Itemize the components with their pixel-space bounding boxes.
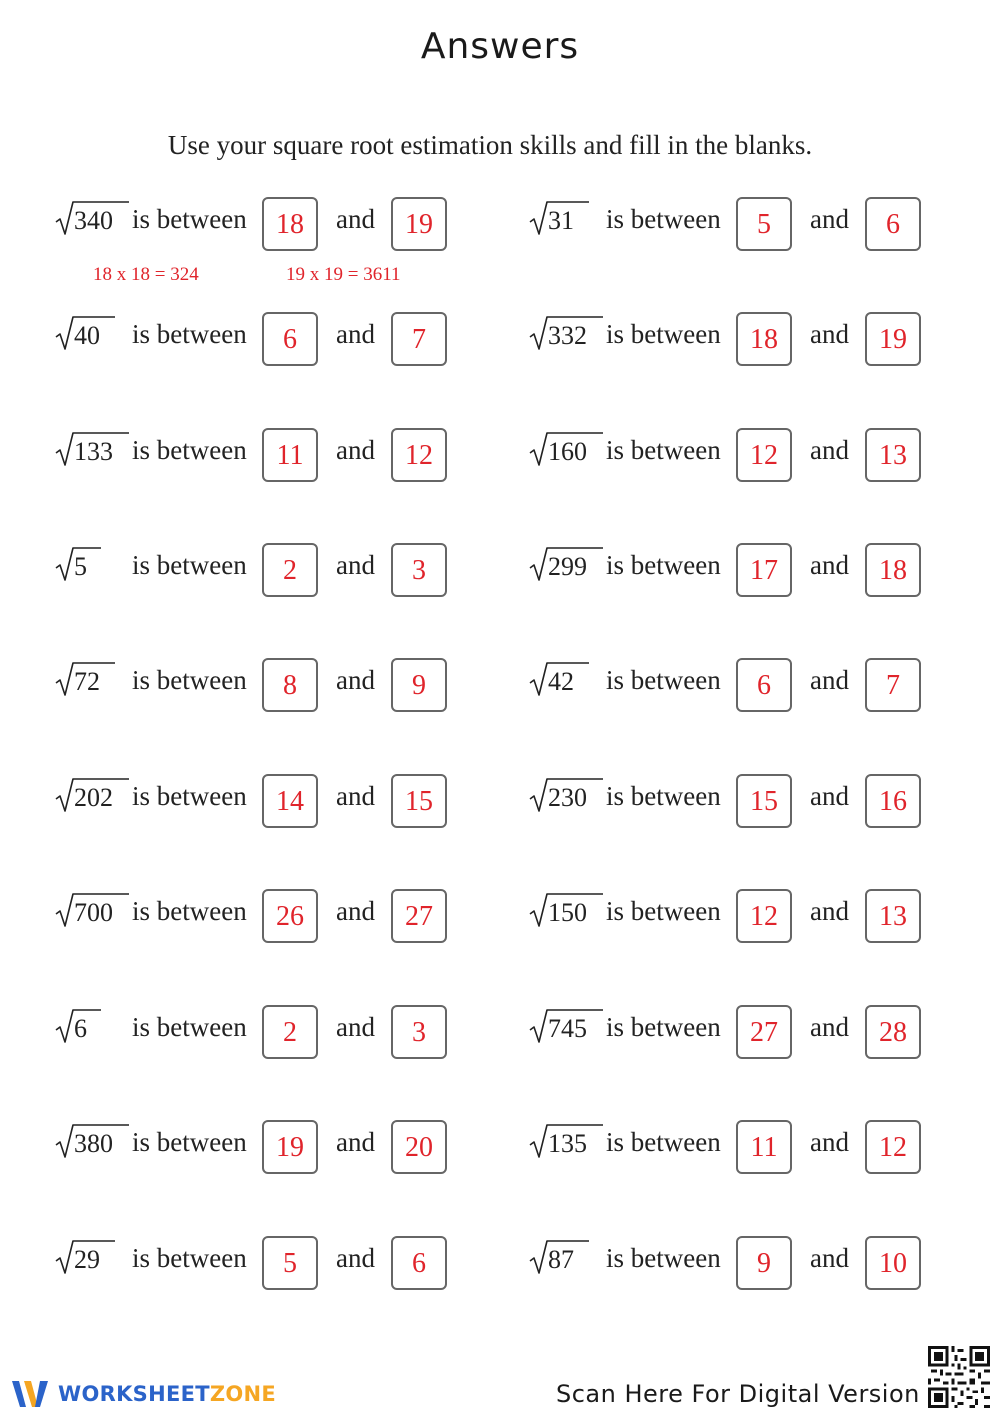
upper-bound-box[interactable]: [865, 543, 921, 597]
and-label: and: [810, 1012, 849, 1042]
upper-bound-box[interactable]: [865, 658, 921, 712]
upper-bound-box[interactable]: [865, 774, 921, 828]
upper-bound-box[interactable]: [391, 1236, 447, 1290]
between-label: is between: [132, 204, 247, 234]
problem-row: [54, 312, 494, 372]
and-label: and: [336, 665, 375, 695]
problem-row: [54, 774, 494, 834]
between-label: is between: [132, 319, 247, 349]
square-root: [528, 1008, 598, 1048]
problem-row: [528, 197, 968, 257]
upper-bound-answer: 12: [405, 440, 433, 471]
and-label: and: [810, 896, 849, 926]
upper-bound-box[interactable]: [865, 197, 921, 251]
page-title: Answers: [420, 26, 580, 67]
problem-row: [54, 1236, 494, 1296]
upper-bound-answer: 3: [412, 1017, 426, 1048]
and-label: and: [810, 204, 849, 234]
lower-bound-box[interactable]: [736, 774, 792, 828]
lower-bound-answer: 26: [276, 901, 304, 932]
lower-bound-answer: 12: [750, 440, 778, 471]
between-label: is between: [606, 1127, 721, 1157]
qr-code-icon[interactable]: [928, 1346, 990, 1408]
upper-bound-answer: 15: [405, 786, 433, 817]
problem-row: [528, 1236, 968, 1296]
upper-bound-answer: 28: [879, 1017, 907, 1048]
lower-bound-box[interactable]: [262, 1120, 318, 1174]
between-label: is between: [606, 665, 721, 695]
square-root: [54, 892, 124, 932]
square-root: [528, 777, 598, 817]
lower-bound-box[interactable]: [262, 1236, 318, 1290]
upper-bound-answer: 6: [412, 1248, 426, 1279]
upper-bound-box[interactable]: [865, 1005, 921, 1059]
lower-bound-answer: 19: [276, 1132, 304, 1163]
square-root: [54, 777, 124, 817]
square-root: [528, 1239, 598, 1279]
problem-row: [528, 658, 968, 718]
upper-bound-answer: 7: [412, 324, 426, 355]
and-label: and: [810, 550, 849, 580]
lower-bound-box[interactable]: [736, 1236, 792, 1290]
and-label: and: [336, 1127, 375, 1157]
lower-bound-box[interactable]: [262, 889, 318, 943]
between-label: is between: [606, 1243, 721, 1273]
problem-row: [54, 1120, 494, 1180]
lower-bound-box[interactable]: [262, 197, 318, 251]
radicand: 6: [74, 1014, 87, 1043]
upper-bound-answer: 18: [879, 555, 907, 586]
upper-bound-box[interactable]: [865, 1120, 921, 1174]
upper-bound-box[interactable]: [865, 428, 921, 482]
lower-bound-box[interactable]: [262, 543, 318, 597]
between-label: is between: [132, 1012, 247, 1042]
upper-bound-answer: 13: [879, 440, 907, 471]
and-label: and: [810, 319, 849, 349]
lower-bound-answer: 8: [283, 670, 297, 701]
and-label: and: [810, 1127, 849, 1157]
between-label: is between: [606, 435, 721, 465]
lower-bound-answer: 6: [283, 324, 297, 355]
upper-bound-box[interactable]: [865, 1236, 921, 1290]
lower-bound-answer: 14: [276, 786, 304, 817]
and-label: and: [336, 550, 375, 580]
and-label: and: [336, 204, 375, 234]
and-label: and: [336, 435, 375, 465]
upper-bound-box[interactable]: [391, 1005, 447, 1059]
lower-bound-box[interactable]: [262, 312, 318, 366]
radicand: 5: [74, 552, 87, 581]
upper-bound-box[interactable]: [865, 312, 921, 366]
upper-bound-answer: 3: [412, 555, 426, 586]
radicand: 31: [548, 206, 574, 235]
lower-bound-answer: 11: [750, 1132, 778, 1163]
upper-bound-box[interactable]: [391, 889, 447, 943]
lower-bound-box[interactable]: [736, 428, 792, 482]
hint-high: 19 x 19 = 3611: [286, 264, 401, 285]
problem-row: [528, 774, 968, 834]
and-label: and: [810, 1243, 849, 1273]
problem-row: [528, 428, 968, 488]
lower-bound-answer: 11: [276, 440, 304, 471]
problem-row: [54, 658, 494, 718]
square-root: [528, 431, 598, 471]
square-root: [54, 546, 124, 586]
between-label: is between: [132, 1243, 247, 1273]
lower-bound-answer: 2: [283, 1017, 297, 1048]
and-label: and: [336, 1243, 375, 1273]
square-root: [528, 315, 598, 355]
and-label: and: [810, 665, 849, 695]
radical-sign-icon: [54, 546, 144, 586]
radicand: 40: [74, 321, 100, 350]
lower-bound-answer: 2: [283, 555, 297, 586]
radicand: 700: [74, 898, 113, 927]
problem-row: [528, 1005, 968, 1065]
radicand: 72: [74, 667, 100, 696]
lower-bound-box[interactable]: [736, 1005, 792, 1059]
upper-bound-answer: 19: [879, 324, 907, 355]
radicand: 29: [74, 1245, 100, 1274]
between-label: is between: [132, 550, 247, 580]
problem-row: [54, 1005, 494, 1065]
problem-row: [528, 889, 968, 949]
between-label: is between: [132, 665, 247, 695]
lower-bound-answer: 6: [757, 670, 771, 701]
between-label: is between: [606, 550, 721, 580]
and-label: and: [336, 319, 375, 349]
problem-row: [528, 312, 968, 372]
radicand: 42: [548, 667, 574, 696]
upper-bound-answer: 9: [412, 670, 426, 701]
radicand: 745: [548, 1014, 587, 1043]
between-label: is between: [606, 204, 721, 234]
brand-prefix: WORKSHEET: [58, 1382, 210, 1406]
square-root: [54, 1123, 124, 1163]
lower-bound-answer: 27: [750, 1017, 778, 1048]
radicand: 135: [548, 1129, 587, 1158]
between-label: is between: [132, 896, 247, 926]
problem-row: [54, 889, 494, 949]
lower-bound-box[interactable]: [262, 428, 318, 482]
square-root: [54, 1239, 124, 1279]
and-label: and: [336, 781, 375, 811]
and-label: and: [336, 896, 375, 926]
lower-bound-answer: 15: [750, 786, 778, 817]
and-label: and: [810, 435, 849, 465]
lower-bound-answer: 5: [283, 1248, 297, 1279]
square-root: [54, 315, 124, 355]
square-root: [528, 892, 598, 932]
upper-bound-answer: 13: [879, 901, 907, 932]
lower-bound-box[interactable]: [262, 1005, 318, 1059]
radicand: 340: [74, 206, 113, 235]
lower-bound-answer: 12: [750, 901, 778, 932]
upper-bound-answer: 16: [879, 786, 907, 817]
hint-low: 18 x 18 = 324: [93, 264, 199, 285]
between-label: is between: [606, 896, 721, 926]
lower-bound-box[interactable]: [736, 197, 792, 251]
radicand: 87: [548, 1245, 574, 1274]
between-label: is between: [606, 319, 721, 349]
problem-row: [54, 428, 494, 488]
lower-bound-answer: 18: [750, 324, 778, 355]
radicand: 380: [74, 1129, 113, 1158]
radicand: 299: [548, 552, 587, 581]
square-root: [528, 1123, 598, 1163]
radicand: 160: [548, 437, 587, 466]
lower-bound-box[interactable]: [736, 312, 792, 366]
upper-bound-answer: 7: [886, 670, 900, 701]
lower-bound-answer: 5: [757, 209, 771, 240]
instructions: Use your square root estimation skills and fill in the blanks.: [167, 130, 813, 160]
worksheet-zone-logo-icon: [10, 1377, 52, 1411]
square-root: [54, 661, 124, 701]
radical-sign-icon: [54, 1008, 144, 1048]
between-label: is between: [132, 435, 247, 465]
square-root: [54, 200, 124, 240]
upper-bound-box[interactable]: [391, 428, 447, 482]
square-root: [54, 1008, 124, 1048]
between-label: is between: [132, 1127, 247, 1157]
upper-bound-box[interactable]: [391, 1120, 447, 1174]
lower-bound-box[interactable]: [736, 658, 792, 712]
square-root: [528, 661, 598, 701]
problem-row: [54, 197, 494, 257]
upper-bound-box[interactable]: [865, 889, 921, 943]
upper-bound-box[interactable]: [391, 312, 447, 366]
upper-bound-answer: 10: [879, 1248, 907, 1279]
brand-logo[interactable]: [10, 1374, 276, 1414]
radicand: 332: [548, 321, 587, 350]
between-label: is between: [606, 781, 721, 811]
problem-row: [528, 543, 968, 603]
upper-bound-answer: 20: [405, 1132, 433, 1163]
radicand: 230: [548, 783, 587, 812]
upper-bound-box[interactable]: [391, 197, 447, 251]
radicand: 133: [74, 437, 113, 466]
radicand: 202: [74, 783, 113, 812]
scan-text: Scan Here For Digital Version: [556, 1380, 920, 1408]
and-label: and: [336, 1012, 375, 1042]
lower-bound-box[interactable]: [736, 1120, 792, 1174]
between-label: is between: [606, 1012, 721, 1042]
lower-bound-answer: 9: [757, 1248, 771, 1279]
radicand: 150: [548, 898, 587, 927]
between-label: is between: [132, 781, 247, 811]
upper-bound-box[interactable]: [391, 774, 447, 828]
upper-bound-box[interactable]: [391, 543, 447, 597]
lower-bound-box[interactable]: [262, 658, 318, 712]
upper-bound-answer: 6: [886, 209, 900, 240]
upper-bound-answer: 12: [879, 1132, 907, 1163]
upper-bound-answer: 19: [405, 209, 433, 240]
lower-bound-box[interactable]: [736, 543, 792, 597]
lower-bound-answer: 17: [750, 555, 778, 586]
square-root: [54, 431, 124, 471]
lower-bound-box[interactable]: [262, 774, 318, 828]
lower-bound-answer: 18: [276, 209, 304, 240]
problem-row: [54, 543, 494, 603]
problem-row: [528, 1120, 968, 1180]
lower-bound-box[interactable]: [736, 889, 792, 943]
upper-bound-box[interactable]: [391, 658, 447, 712]
upper-bound-answer: 27: [405, 901, 433, 932]
brand-suffix: ZONE: [209, 1382, 277, 1406]
square-root: [528, 546, 598, 586]
square-root: [528, 200, 598, 240]
and-label: and: [810, 781, 849, 811]
